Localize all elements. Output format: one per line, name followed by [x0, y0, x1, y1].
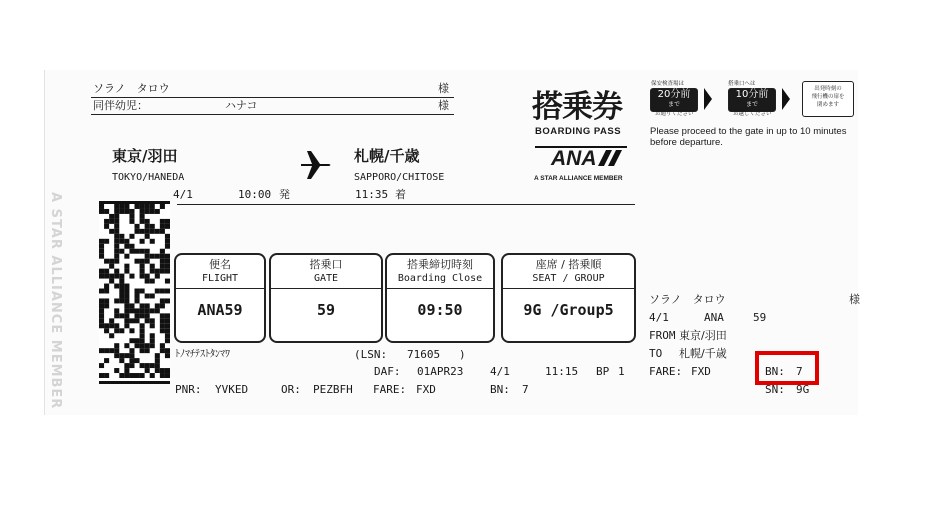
daf-value: 01APR23 [417, 365, 464, 378]
gate-notice-line1: Please proceed to the gate in up to 10 minutes [650, 126, 847, 137]
bn-highlight-box [755, 351, 819, 385]
stub-to-label: TO [649, 347, 663, 360]
arrival-time: 11:35 [355, 188, 389, 201]
lsn-label: (LSN: [354, 348, 388, 361]
stub-fare-label: FARE: [649, 365, 683, 378]
seat-group-label-jp: 座席 / 搭乗順 [535, 258, 602, 271]
or-value: PEZBFH [313, 383, 353, 396]
gate-number: 59 [316, 301, 336, 319]
boarding-close-label-en: Boarding Close [397, 273, 483, 284]
boarding-close-time: 09:50 [417, 301, 463, 319]
daf-time: 11:15 [545, 365, 579, 378]
boarding-close-label-jp: 搭乗締切時刻 [407, 258, 473, 271]
seat-group-value: 9G /Group5 [523, 301, 614, 319]
gate-label-jp: 搭乗口 [309, 258, 343, 271]
gate-notice-line2: before departure. [650, 137, 723, 148]
daf-label: DAF: [374, 365, 401, 378]
stub-sn: 9G [796, 383, 810, 396]
destination-en: SAPPORO/CHITOSE [354, 172, 445, 183]
notice-step1-mid: 20分前 [657, 89, 691, 100]
notice-step2-top: 搭乗口へは [728, 81, 756, 87]
flight-label-en: FLIGHT [201, 273, 239, 284]
destination-jp: 札幌/千歳 [354, 147, 420, 165]
notice-step3-line1: 出発時刻の [814, 86, 842, 92]
fare-value: FXD [416, 383, 436, 396]
departure-time: 10:00 [238, 188, 272, 201]
flight-number: ANA59 [197, 301, 243, 319]
boarding-close-box [385, 253, 495, 343]
stub-flight: 59 [753, 311, 767, 324]
lsn-value: 71605 [407, 348, 441, 361]
ana-stripes-icon [598, 150, 626, 166]
stub-honorific: 様 [849, 293, 860, 306]
flight-label-jp: 便名 [209, 258, 231, 271]
passenger-honorific: 様 [438, 82, 449, 95]
passenger-name: ソラノ タロウ [93, 82, 170, 95]
seat-group-label-en: SEAT / GROUP [532, 273, 605, 284]
bp-value: 1 [618, 365, 625, 378]
notice-step2-sub: まで [745, 101, 758, 108]
origin-en: TOKYO/HANEDA [112, 172, 185, 183]
companion-underline [91, 114, 454, 115]
stub-from: 東京/羽田 [679, 329, 727, 342]
arrow-right-icon [704, 88, 712, 110]
arrival-label: 着 [395, 188, 406, 201]
companion-honorific: 様 [438, 99, 449, 112]
or-label: OR: [281, 383, 301, 396]
alliance-watermark: A STAR ALLIANCE MEMBER [48, 192, 63, 410]
gate-notice-text [650, 126, 846, 148]
pnr-label: PNR: [175, 383, 202, 396]
stub-bn-label: BN: [765, 365, 785, 378]
departure-label: 発 [279, 188, 290, 201]
stub-fare: FXD [691, 365, 711, 378]
boarding-pass-title-jp: 搭乗券 [532, 89, 622, 125]
stub-bn: 7 [796, 365, 803, 378]
seat-group-box [501, 253, 636, 343]
stub-to: 札幌/千歳 [679, 347, 727, 360]
airplane-icon [299, 149, 333, 181]
boarding-pass [44, 70, 858, 415]
gate-box [269, 253, 383, 343]
notice-step1-box [650, 88, 698, 112]
notice-step3-line3: 閉めます [816, 102, 839, 108]
notice-step2-box [728, 88, 776, 112]
ana-logo: ANA [551, 147, 597, 170]
stub-sn-label: SN: [765, 383, 785, 396]
pnr-value: YVKED [215, 383, 249, 396]
bp-label: BP [596, 365, 610, 378]
lsn-close: ) [459, 348, 466, 361]
barcode-icon [99, 201, 170, 384]
notice-step3-box [802, 81, 854, 117]
flight-box [174, 253, 266, 343]
gate-label-en: GATE [313, 273, 339, 284]
notice-step1-sub: まで [667, 101, 680, 108]
companion-name: ハナコ [225, 99, 258, 112]
bn-value: 7 [522, 383, 529, 396]
stub-date: 4/1 [649, 311, 669, 324]
bn-label: BN: [490, 383, 510, 396]
notice-step2-bottom: お越しください [733, 111, 772, 117]
stub-from-label: FROM [649, 329, 676, 342]
alliance-label: A STAR ALLIANCE MEMBER [534, 175, 623, 182]
notice-step1-bottom: お通りください [655, 111, 694, 117]
boarding-pass-title-en: BOARDING PASS [535, 126, 622, 137]
notice-step3-line2: 飛行機の扉を [811, 94, 845, 100]
daf-date: 4/1 [490, 365, 510, 378]
notice-step2-mid: 10分前 [735, 89, 769, 100]
flight-date: 4/1 [173, 188, 193, 201]
kana-name: ﾄﾉﾏﾁﾃｽﾄﾀﾝﾏﾜ [175, 349, 230, 360]
stub-airline: ANA [704, 311, 724, 324]
companion-label: 同伴幼児： [93, 99, 148, 112]
stub-passenger-name: ソラノ タロウ [649, 293, 726, 306]
name-underline [91, 97, 454, 98]
fare-label: FARE: [373, 383, 407, 396]
arrow-right-icon [782, 88, 790, 110]
origin-jp: 東京/羽田 [112, 147, 178, 165]
notice-step1-top: 保安検査場は [651, 81, 685, 87]
route-divider [177, 204, 635, 205]
